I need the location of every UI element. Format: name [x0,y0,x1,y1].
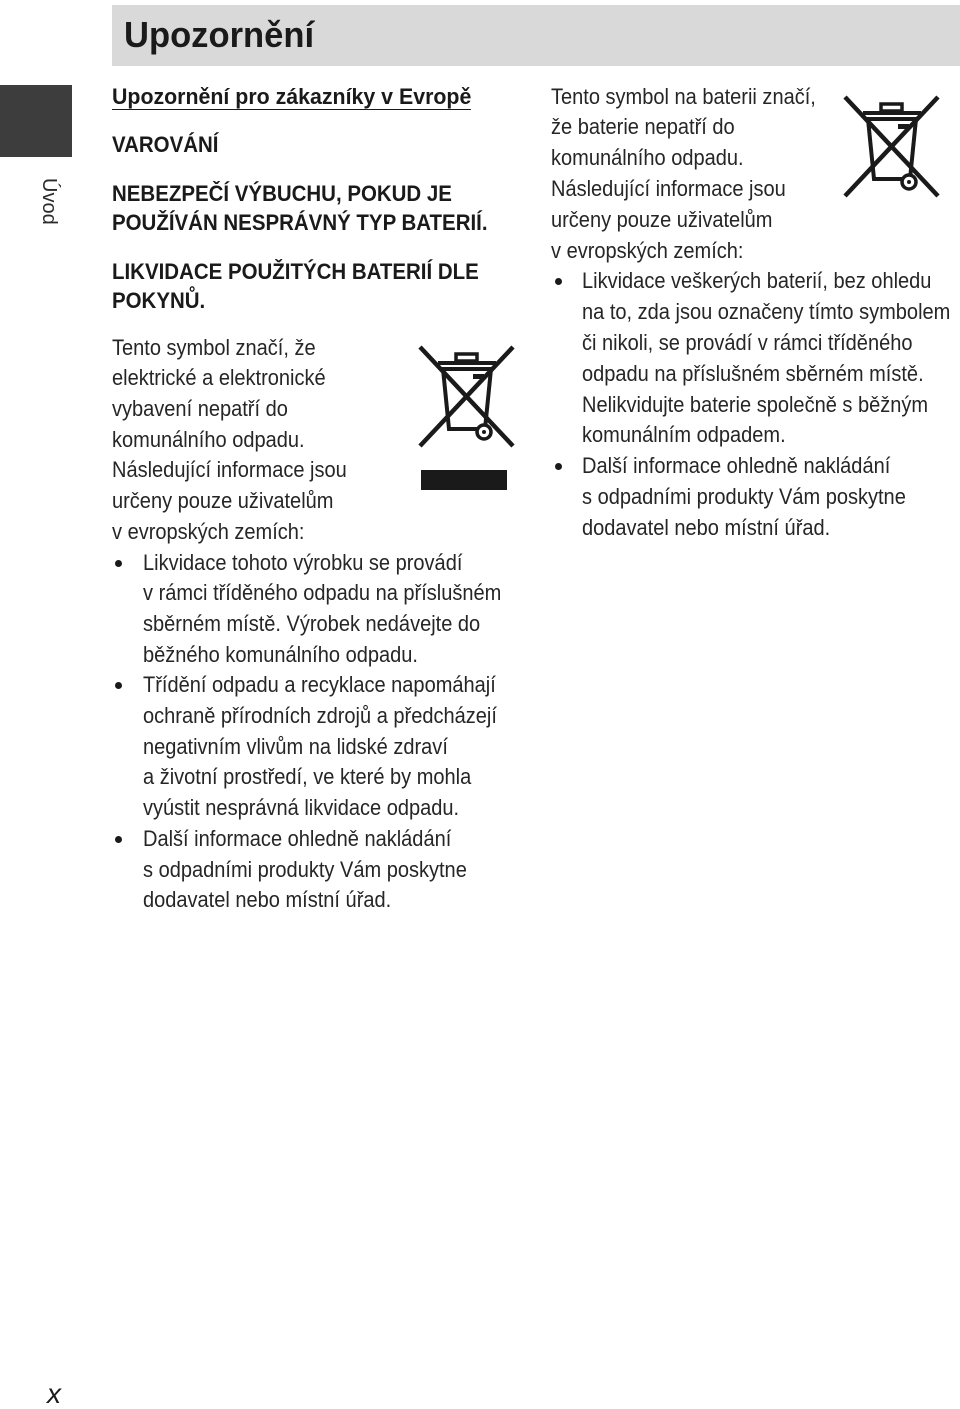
disposal-text [112,257,506,315]
list-item-line: dodavatel nebo místní úřad. [143,887,392,913]
list-item-line: či nikoli, se provádí v rámci tříděného [582,329,913,355]
intro-line: komunálního odpadu. [551,145,744,171]
intro-line: elektrické a elektronické [112,365,326,391]
list-item [551,451,956,543]
bullet-dot [115,682,122,689]
bin-handle [456,354,477,361]
list-item-line: v rámci tříděného odpadu na příslušném [143,580,502,606]
bullet-list [112,548,532,916]
disposal-line: POKYNŮ. [112,287,206,313]
bullet-list [551,266,956,543]
intro-line: v evropských zemích: [112,518,305,544]
list-item-line: Třídění odpadu a recyklace napomáhají [143,672,496,698]
list-item-line: Nelikvidujte baterie společně s běžným [582,391,929,417]
list-item-line: negativním vlivům na lidské zdraví [143,733,448,759]
bullet-dot [555,278,562,285]
side-tab-label: Úvod [38,178,60,225]
side-tab-marker [0,85,72,157]
list-item-line: vyústit nesprávná likvidace odpadu. [143,795,460,821]
header-bar [112,5,960,66]
page-number: x [47,1378,61,1409]
list-item [112,670,532,824]
intro-line: že baterie nepatří do [551,114,735,140]
list-item-line: dodavatel nebo místní úřad. [582,514,831,540]
intro-line: Následující informace jsou [551,175,786,201]
disposal-line: LIKVIDACE POUŽITÝCH BATERIÍ DLE [112,258,479,284]
black-bar-mark [421,470,507,490]
bullet-dot [555,463,562,470]
list-item-line: sběrném místě. Výrobek nedávejte do [143,610,481,636]
list-item-line: s odpadními produkty Vám poskytne [143,856,467,882]
intro-line: v evropských zemích: [551,237,744,263]
list-item [551,266,956,451]
intro-line: komunálního odpadu. [112,426,305,452]
list-item-line: Likvidace tohoto výrobku se provádí [143,549,463,575]
list-item [112,548,532,671]
danger-text [112,179,516,237]
bin-mark [473,374,484,379]
list-item-line: s odpadními produkty Vám poskytne [582,483,906,509]
bullet-dot [115,560,122,567]
intro-line: Tento symbol značí, že [112,334,316,360]
intro-line: vybavení nepatří do [112,396,288,421]
bin-mark [898,124,909,129]
warning-label [112,130,227,160]
bin-wheel-hub [482,430,486,434]
crossed-out-wheelie-bin-with-bar-icon [418,345,515,492]
intro-line: určeny pouze uživatelům [551,206,773,232]
list-item-line: odpadu na příslušném sběrném místě. [582,360,924,386]
crossed-out-wheelie-bin-icon [843,95,940,198]
list-item [112,824,532,916]
list-item-line: komunálním odpadem. [582,422,786,448]
list-item-line: Další informace ohledně nakládání [143,825,452,851]
intro-line: Tento symbol na baterii značí, [551,83,816,109]
bullet-dot [115,836,122,843]
list-item-line: Likvidace veškerých baterií, bez ohledu [582,268,932,294]
section-heading: Upozornění pro zákazníky v Evropě [112,84,472,109]
bin-handle [881,104,902,111]
list-item-line: na to, zda jsou označeny tímto symbolem [582,299,951,325]
bin-wheel-hub [907,180,911,184]
danger-line: POUŽÍVÁN NESPRÁVNÝ TYP BATERIÍ. [112,209,488,235]
list-item-line: běžného komunálního odpadu. [143,641,418,667]
intro-line: Následující informace jsou [112,457,347,483]
page-title: Upozornění [124,14,315,55]
list-item-line: ochraně přírodních zdrojů a předcházejí [143,703,497,729]
danger-line: NEBEZPEČÍ VÝBUCHU, POKUD JE [112,180,452,206]
list-item-line: Další informace ohledně nakládání [582,453,891,479]
list-item-line: a životní prostředí, ve které by mohla [143,764,472,790]
warning-text: VAROVÁNÍ [112,132,219,157]
intro-line: určeny pouze uživatelům [112,488,334,514]
